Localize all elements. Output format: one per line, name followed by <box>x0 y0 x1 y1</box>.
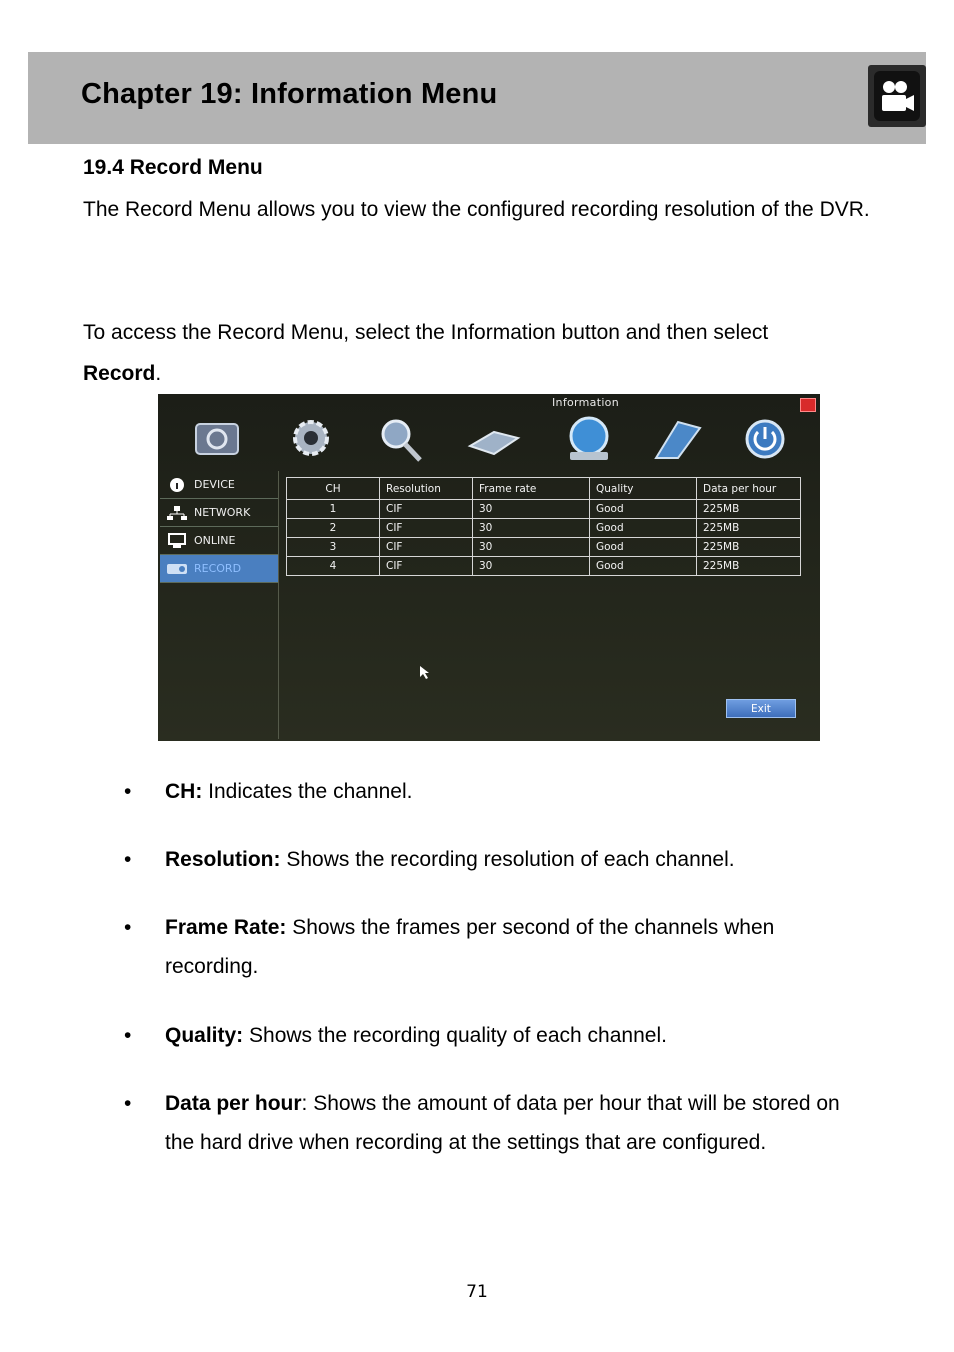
side-item-label: ONLINE <box>194 534 236 547</box>
cell-data-per-hour: 225MB <box>697 500 801 519</box>
bullet-marker: • <box>124 780 132 803</box>
cell-resolution: CIF <box>380 557 473 576</box>
page-number: 71 <box>466 1282 488 1302</box>
mouse-cursor-icon <box>420 666 430 680</box>
bullet-term: Resolution: <box>165 848 281 871</box>
side-item-label: DEVICE <box>194 478 235 491</box>
cell-quality: Good <box>590 500 697 519</box>
table-row <box>287 500 801 519</box>
dvr-information-screenshot <box>158 394 820 741</box>
monitor-icon <box>166 533 188 549</box>
cell-frame-rate: 30 <box>473 519 590 538</box>
header-quality: Quality <box>590 478 697 500</box>
cell-quality: Good <box>590 538 697 557</box>
bullet-marker: • <box>124 1092 132 1115</box>
chapter-title: Chapter 19: Information Menu <box>81 78 498 110</box>
exit-button[interactable]: Exit <box>726 699 796 718</box>
bullet-quality <box>124 1016 865 1055</box>
header-resolution: Resolution <box>380 478 473 500</box>
table-row <box>287 519 801 538</box>
bullet-data-per-hour <box>124 1084 865 1162</box>
cell-ch: 3 <box>287 538 380 557</box>
side-item-online[interactable] <box>160 527 278 555</box>
cell-data-per-hour: 225MB <box>697 538 801 557</box>
access-paragraph <box>83 312 883 394</box>
cell-frame-rate: 30 <box>473 557 590 576</box>
cell-resolution: CIF <box>380 500 473 519</box>
record-icon <box>166 561 188 577</box>
window-title: Information <box>552 396 619 409</box>
search-icon[interactable] <box>372 414 430 464</box>
bullet-term: Frame Rate: <box>165 916 287 939</box>
bullet-marker: • <box>124 1024 132 1047</box>
side-item-label: RECORD <box>194 562 242 575</box>
side-item-device[interactable] <box>160 471 278 499</box>
chapter-header <box>28 52 926 144</box>
cell-data-per-hour: 225MB <box>697 557 801 576</box>
table-row <box>287 557 801 576</box>
table-row <box>287 538 801 557</box>
bullet-marker: • <box>124 848 132 871</box>
power-icon[interactable] <box>736 414 794 464</box>
cell-resolution: CIF <box>380 538 473 557</box>
cell-quality: Good <box>590 519 697 538</box>
divider <box>278 471 279 739</box>
cell-ch: 4 <box>287 557 380 576</box>
info-icon <box>166 477 188 493</box>
section-heading: 19.4 Record Menu <box>83 156 263 179</box>
close-icon[interactable] <box>800 398 816 412</box>
bullet-term: CH: <box>165 780 203 803</box>
video-camera-icon <box>868 65 926 127</box>
bullet-text: Shows the frames per second of the channels when recording. <box>165 916 775 978</box>
bullet-ch <box>124 772 865 811</box>
bullet-term: Data per hour <box>165 1092 302 1115</box>
bullet-marker: • <box>124 916 132 939</box>
cell-resolution: CIF <box>380 519 473 538</box>
network-icon <box>166 505 188 521</box>
cell-ch: 2 <box>287 519 380 538</box>
bullet-text: : Shows the amount of data per hour that will be stored on the hard drive when recording at the settings that are configured. <box>165 1092 840 1154</box>
cell-frame-rate: 30 <box>473 538 590 557</box>
tools-icon[interactable] <box>648 414 706 464</box>
gear-icon[interactable] <box>282 414 340 464</box>
intro-paragraph: The Record Menu allows you to view the configured recording resolution of the DVR. <box>83 198 870 221</box>
side-menu <box>160 471 278 583</box>
bullet-text: Indicates the channel. <box>202 780 413 803</box>
cell-ch: 1 <box>287 500 380 519</box>
record-info-table <box>286 477 801 576</box>
bullet-term: Quality: <box>165 1024 244 1047</box>
header-frame-rate: Frame rate <box>473 478 590 500</box>
information-icon[interactable] <box>560 414 618 464</box>
side-item-record[interactable] <box>160 555 278 583</box>
access-text: To access the Record Menu, select the Information button and then select <box>83 321 769 344</box>
bullet-resolution <box>124 840 865 879</box>
bullet-frame-rate <box>124 908 865 986</box>
header-data-per-hour: Data per hour <box>697 478 801 500</box>
side-item-label: NETWORK <box>194 506 251 519</box>
hard-drive-icon[interactable] <box>464 414 522 464</box>
access-bold: Record <box>83 362 156 385</box>
access-end: . <box>155 362 162 385</box>
table-header-row <box>287 478 801 500</box>
side-item-network[interactable] <box>160 499 278 527</box>
bullet-text: Shows the recording quality of each channel. <box>243 1024 667 1047</box>
cell-quality: Good <box>590 557 697 576</box>
cell-data-per-hour: 225MB <box>697 519 801 538</box>
system-icon[interactable] <box>188 414 246 464</box>
cell-frame-rate: 30 <box>473 500 590 519</box>
header-ch: CH <box>287 478 380 500</box>
bullet-text: Shows the recording resolution of each channel. <box>280 848 735 871</box>
